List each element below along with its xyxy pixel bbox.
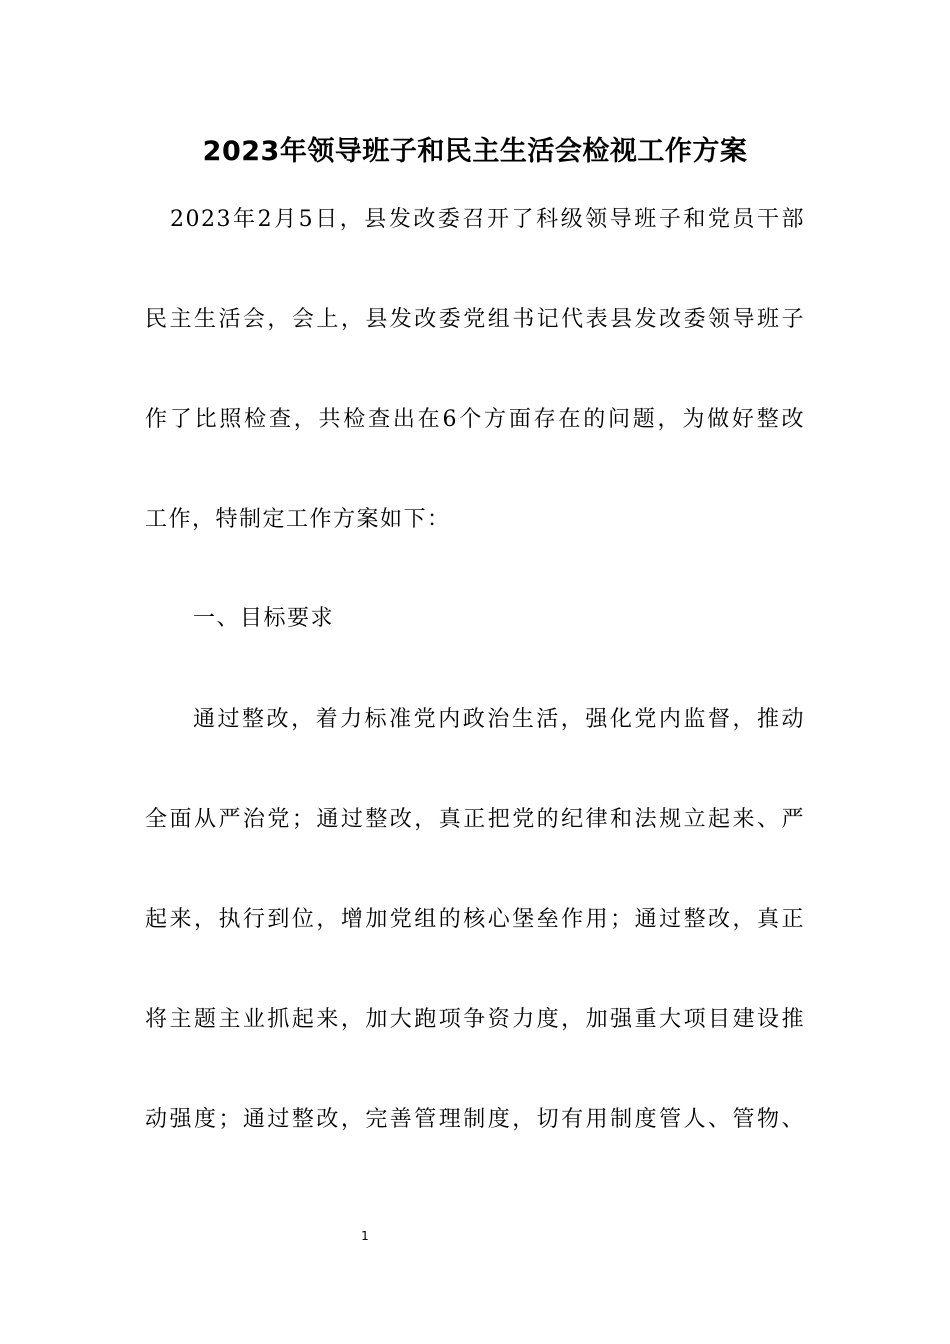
section-heading: 一、目标要求	[193, 606, 335, 631]
paragraph-line: 起来，执行到位，增加党组的核心堡垒作用；通过整改，真正	[145, 907, 805, 932]
paragraph-line: 作了比照检查，共检查出在6个方面存在的问题，为做好整改	[145, 407, 805, 432]
paragraph-line: 工作，特制定工作方案如下：	[145, 507, 451, 532]
paragraph-line: 全面从严治党；通过整改，真正把党的纪律和法规立起来、严	[145, 807, 805, 832]
paragraph-line: 民主生活会，会上，县发改委党组书记代表县发改委领导班子	[145, 307, 805, 332]
paragraph-line: 2023年2月5日，县发改委召开了科级领导班子和党员干部	[170, 207, 805, 232]
page-number: 1	[361, 1229, 369, 1243]
paragraph-line: 将主题主业抓起来，加大跑项争资力度，加强重大项目建设推	[145, 1007, 805, 1032]
paragraph-line: 通过整改，着力标准党内政治生活，强化党内监督，推动	[193, 707, 805, 732]
paragraph-line: 动强度；通过整改，完善管理制度，切有用制度管人、管物、	[145, 1107, 805, 1132]
document-title: 2023年领导班子和民主生活会检视工作方案	[202, 136, 748, 167]
